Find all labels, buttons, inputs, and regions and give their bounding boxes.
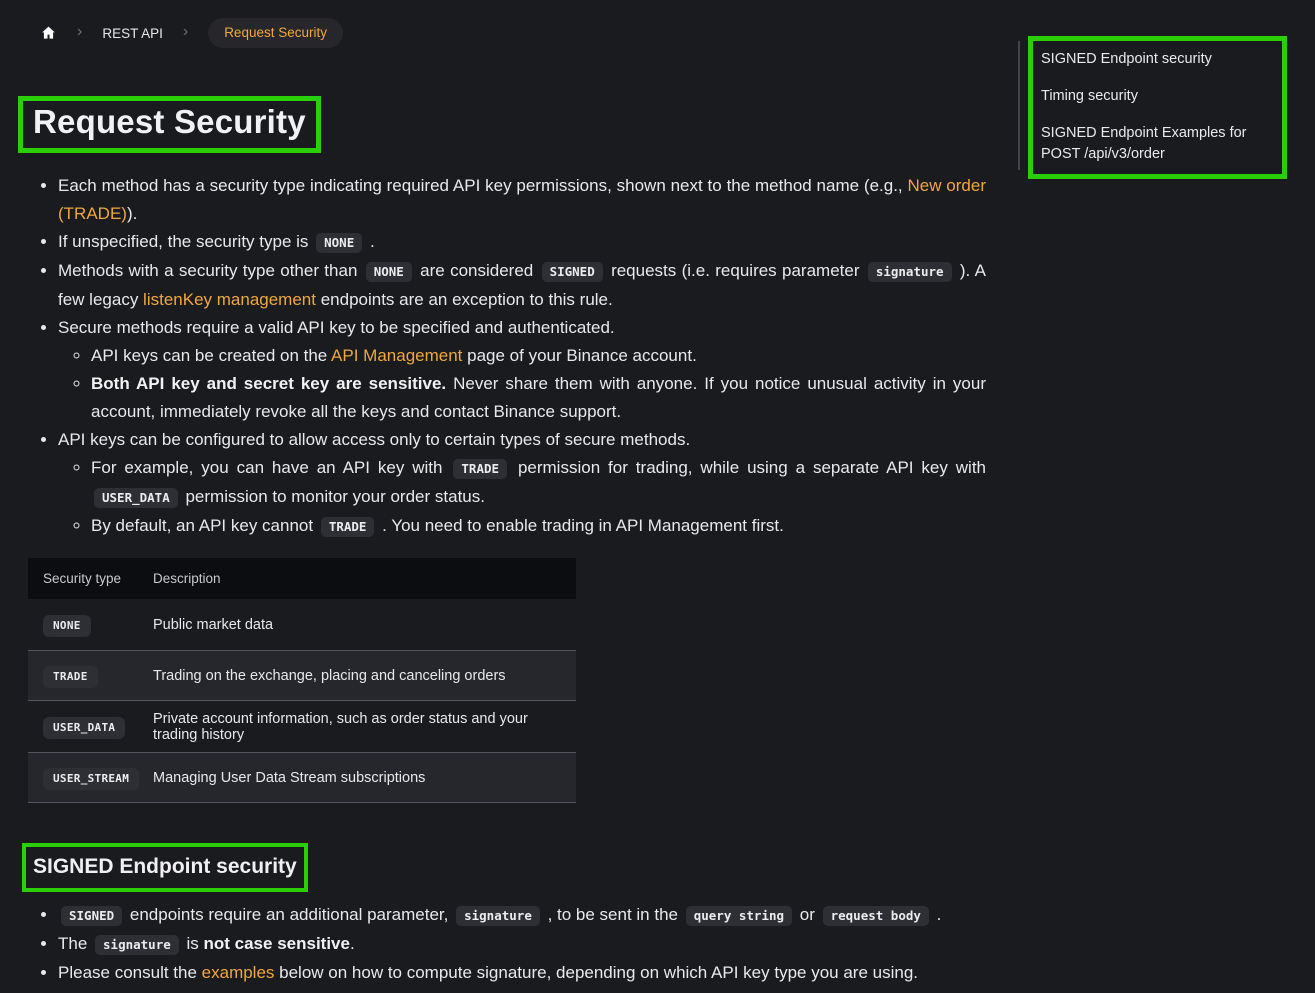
bullet-item [58,426,986,541]
bullet-item [58,930,986,959]
row-description: Managing User Data Stream subscriptions [153,769,426,786]
inline-link[interactable]: listenKey management [143,290,316,309]
inline-code: signature [868,262,952,282]
bullet-item [58,901,986,930]
toc-active-indicator [1018,41,1020,170]
toc-item-signed-endpoint-examples[interactable]: SIGNED Endpoint Examples for POST /api/v3/order [1041,125,1247,162]
annotation-box-page-title [18,96,321,153]
intro-bullet-list [40,172,986,541]
annotation-box-section-title [22,843,308,892]
bullet-item [58,172,986,228]
bullet-text: By default, an API key cannot TRADE . You need to enable trading in API Management first. [91,516,784,535]
breadcrumb-item-current[interactable]: Request Security [208,18,343,48]
inline-code: SIGNED [542,262,603,282]
bold-text: Both API key and secret key are sensitive. [91,374,447,393]
bullet-text: The signature is not case sensitive. [58,934,355,953]
table-row [28,650,576,701]
inline-code: request body [823,906,929,926]
toc-item-timing-security[interactable]: Timing security [1041,88,1138,104]
chevron-right-icon: › [77,23,83,40]
inline-code: TRADE [453,459,507,479]
inline-code: TRADE [321,517,375,537]
security-badge: USER_STREAM [43,768,139,790]
signed-bullet-list [40,901,986,987]
row-description: Trading on the exchange, placing and canceling orders [153,667,506,684]
chevron-right-icon: › [182,23,189,40]
bold-text: not case sensitive [203,934,350,953]
sub-bullet-item [91,454,986,512]
bullet-text: Each method has a security type indicating required API key permissions, shown next to the method name (e.g., New order (TRADE)). [58,176,986,223]
table-row [28,752,576,803]
toc-item-signed-endpoint-security[interactable]: SIGNED Endpoint security [1041,51,1212,67]
sub-bullet-list [58,454,986,541]
column-header-security-type: Security type [43,571,122,586]
bullet-text: Secure methods require a valid API key to be specified and authenticated. [58,318,615,337]
sub-bullet-list [58,342,986,426]
table-row [28,599,576,650]
row-description: Public market data [153,616,274,633]
bullet-text: If unspecified, the security type is NONE . [58,232,375,251]
row-description: Private account information, such as order status and your trading history [153,710,528,743]
section-title-signed-endpoint-security: SIGNED Endpoint security [33,855,297,878]
sub-bullet-item [91,342,986,370]
security-badge: TRADE [43,666,98,688]
table-header-row [28,558,576,599]
bullet-text: API keys can be configured to allow access only to certain types of secure methods. [58,430,691,449]
security-badge: NONE [43,615,91,637]
bullet-text: SIGNED endpoints require an additional parameter, signature , to be sent in the query string or request body . [58,905,941,924]
inline-code: NONE [316,233,362,253]
bullet-item [58,228,986,257]
bullet-text: Methods with a security type other than NONE are considered SIGNED requests (i.e. requires parameter signature ). A few legacy listenKey management endpoints are an exception to this rule. [58,261,987,309]
inline-code: SIGNED [61,906,122,926]
home-icon[interactable] [40,25,57,41]
bullet-text: Both API key and secret key are sensitive. Never share them with anyone. If you notice unusual activity in your account, immediately revoke all the keys and contact Binance support. [91,374,986,421]
inline-link[interactable]: examples [201,963,275,982]
bullet-text: API keys can be created on the API Management page of your Binance account. [91,346,697,365]
bullet-text: For example, you can have an API key with TRADE permission for trading, while using a separate API key with USER_DATA permission to monitor your order status. [91,458,987,506]
sub-bullet-item [91,512,986,541]
page-title: Request Security [33,103,306,140]
bullet-item [58,959,986,987]
inline-code: query string [686,906,792,926]
bullet-item [58,314,986,426]
table-of-contents [1033,41,1282,174]
breadcrumb [40,18,343,48]
inline-code: signature [95,935,179,955]
bullet-text: Please consult the examples below on how to compute signature, depending on which API key type you are using. [58,963,918,982]
security-type-table [28,558,576,803]
table-row [28,701,576,752]
bullet-item [58,257,986,314]
breadcrumb-item-rest-api[interactable]: REST API [102,25,163,41]
inline-code: USER_DATA [94,488,178,508]
sub-bullet-item [91,370,986,426]
inline-code: signature [456,906,540,926]
annotation-box-toc [1028,36,1287,179]
inline-link[interactable]: API Management [331,346,463,365]
security-badge: USER_DATA [43,717,125,739]
inline-link[interactable]: New order (TRADE) [58,176,986,223]
inline-code: NONE [366,262,412,282]
column-header-description: Description [153,571,221,586]
